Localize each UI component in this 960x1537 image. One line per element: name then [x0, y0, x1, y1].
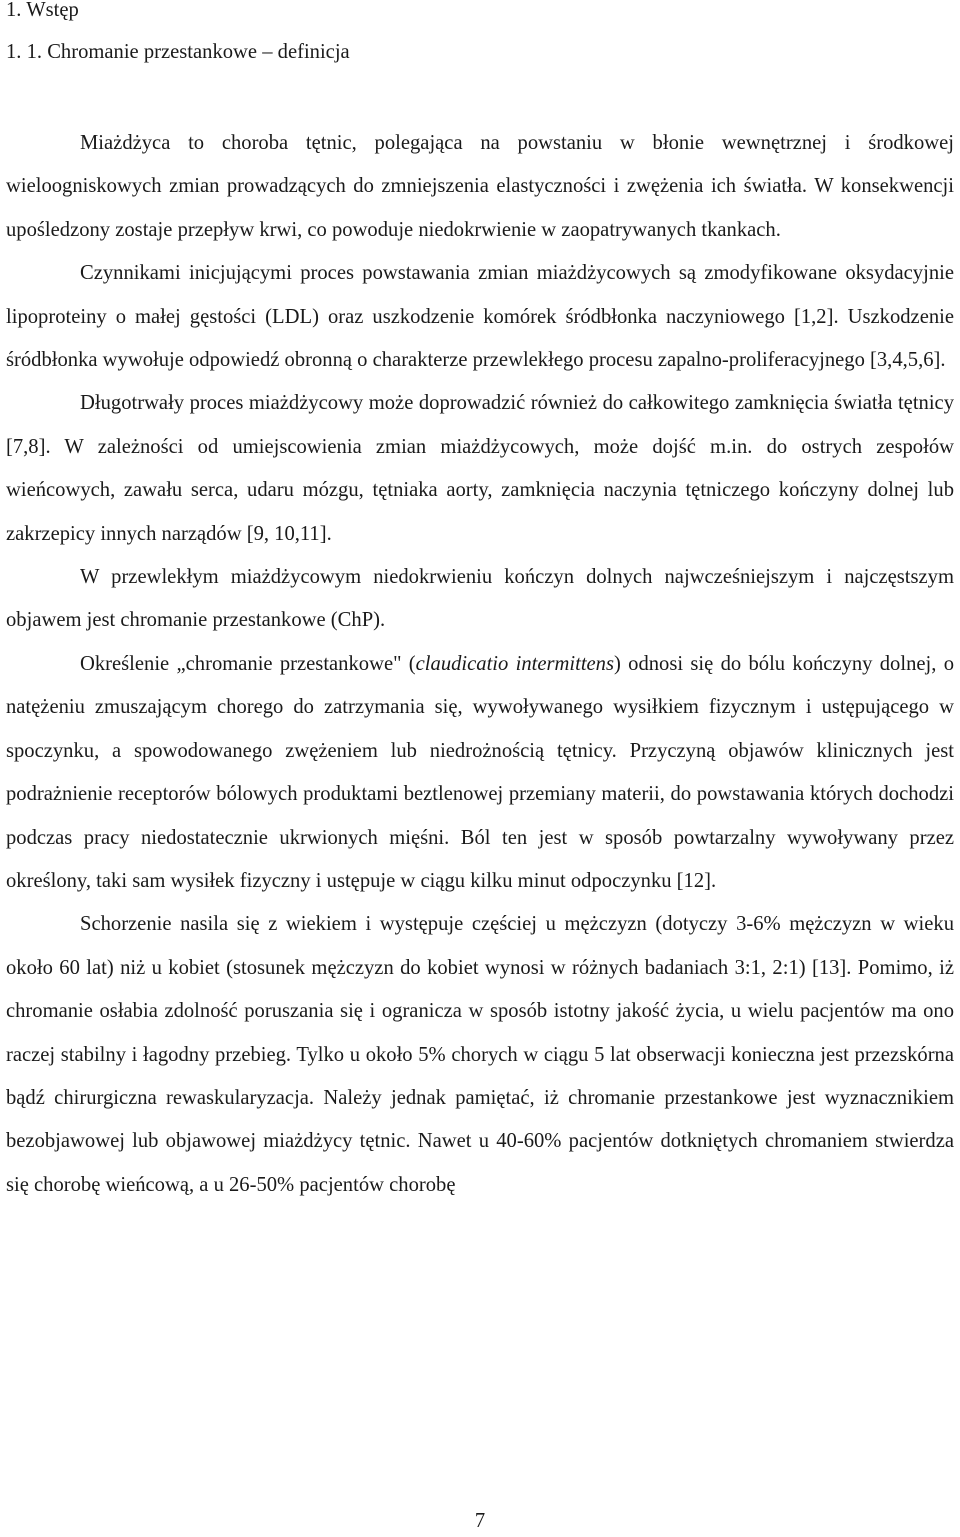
- section-heading: 1. 1. Chromanie przestankowe – definicja: [6, 41, 350, 63]
- claudication-text-after: ) odnosi się do bólu kończyny dolnej, o natężeniu zmuszającym chorego do zatrzymania się, wywoływanego wysiłkiem fizycznym i ustępującego w spoczynku, a spowodowanego zwężeniem lub niedrożnością tętnicy. Przyczyną objawów klinicznych jest podrażnienie receptorów bólowych produktami beztlenowej przemiany materii, do powstawania których dochodzi podczas pracy niedostatecznie ukrwionych mięśni. Ból ten jest w sposób powtarzalny wywoływany przez określony, taki sam wysiłek fizyczny i ustępuje w ciągu kilku minut odpoczynku [12].: [6, 652, 954, 892]
- paragraph-symptom: W przewlekłym miażdżycowym niedokrwieniu kończyn dolnych najwcześniejszym i najczęstszym objawem jest chromanie przestankowe (ChP).: [6, 566, 954, 632]
- body-text: [6, 122, 954, 1207]
- paragraph-claudication-definition: [6, 643, 954, 903]
- paragraph-definition: Miażdżyca to choroba tętnic, polegająca na powstaniu w błonie wewnętrznej i środkowej wieloogniskowych zmian prowadzących do zmniejszenia elastyczności i zwężenia ich światła. W konsekwencji upośledzony zostaje przepływ krwi, co powoduje niedokrwienie w zaopatrywanych tkankach.: [6, 132, 954, 241]
- latin-term: claudicatio intermittens: [415, 652, 614, 675]
- chapter-heading: 1. Wstęp: [6, 0, 79, 21]
- paragraph-initiating-factors: Czynnikami inicjującymi proces powstawania zmian miażdżycowych są zmodyfikowane oksydacyjnie lipoproteiny o małej gęstości (LDL) oraz uszkodzenie komórek śródbłonka naczyniowego [1,2]. Uszkodzenie śródbłonka wywołuje odpowiedź obronną o charakterze przewlekłego procesu zapalno-proliferacyjnego [3,4,5,6].: [6, 262, 954, 372]
- claudication-text-before: Określenie „chromanie przestankowe" (: [80, 652, 416, 675]
- paragraph-epidemiology: Schorzenie nasila się z wiekiem i występuje częściej u mężczyzn (dotyczy 3-6% mężczyzn w wieku około 60 lat) niż u kobiet (stosunek mężczyzn do kobiet wynosi w różnych badaniach 3:1, 2:1) [13]. Pomimo, iż chromanie osłabia zdolność poruszania się i ogranicza w sposób istotny jakość życia, u wielu pacjentów ma ono raczej stabilny i łagodny przebieg. Tylko u około 5% chorych w ciągu 5 lat obserwacji konieczna jest przezskórna bądź chirurgiczna rewaskularyzacja. Należy jednak pamiętać, iż chromanie przestankowe jest wyznacznikiem bezobjawowej lub objawowej miażdżycy tętnic. Nawet u 40-60% pacjentów dotkniętych chromaniem stwierdza się chorobę wieńcową, a u 26-50% pacjentów chorobę: [6, 913, 954, 1196]
- paragraph-consequences: Długotrwały proces miażdżycowy może doprowadzić również do całkowitego zamknięcia światła tętnicy [7,8]. W zależności od umiejscowienia zmian miażdżycowych, może dojść m.in. do ostrych zespołów wieńcowych, zawału serca, udaru mózgu, tętniaka aorty, zamknięcia naczynia tętniczego kończyny dolnej lub zakrzepicy innych narządów [9, 10,11].: [6, 392, 954, 545]
- page-number: 7: [474, 1510, 486, 1532]
